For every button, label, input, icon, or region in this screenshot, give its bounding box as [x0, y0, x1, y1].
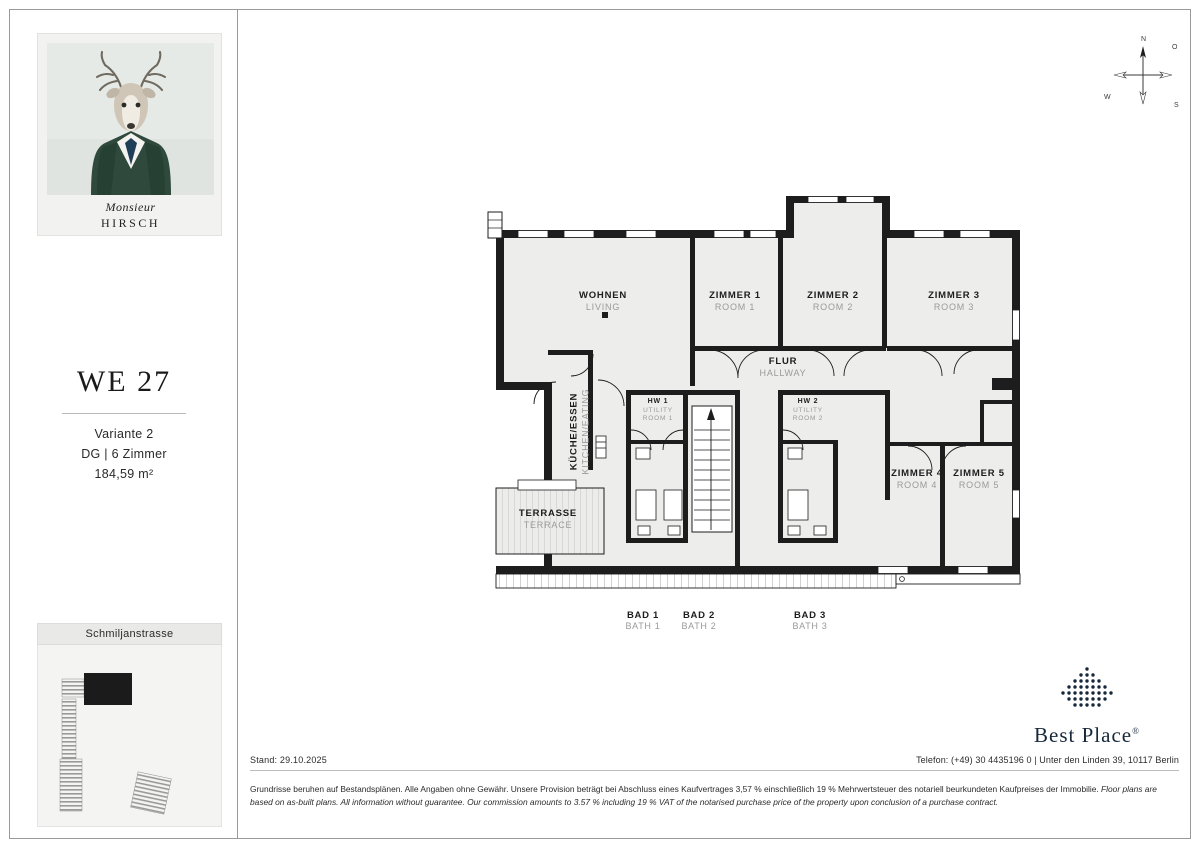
- logo-line-1: Monsieur: [105, 200, 156, 214]
- logo-card: [37, 33, 222, 236]
- logo-wordmark: [38, 200, 223, 231]
- room-label-bath-3: BAD 3 BATH 3: [792, 610, 828, 631]
- room-label-utility-2: HW 2 UTILITY ROOM 2: [792, 398, 824, 422]
- room-label-hallway: FLUR HALLWAY: [759, 356, 807, 378]
- sidebar: [10, 10, 238, 838]
- plan-date: Stand: 29.10.2025: [250, 755, 327, 765]
- unit-title: WE 27: [76, 365, 172, 398]
- disclaimer-en: Floor plans are based on as-built plans. All information without guarantee. Our commission amounts to 3.57 % including 19 % VAT of the notarised purchase price of the property upon conclusion of a purchase contract.: [250, 784, 1157, 807]
- floorplan-drawing: [478, 190, 1038, 650]
- room-label-bath-1: BAD 1 BATH 1: [625, 610, 661, 631]
- footer-divider: [250, 770, 1179, 771]
- site-plan-map: [37, 645, 222, 827]
- disclaimer-de: Grundrisse beruhen auf Bestandsplänen. Alle Angaben ohne Gewähr. Unsere Provision beträgt bei Abschluss eines Kaufvertrages 3,57 % einschließlich 19 % Mehrwertsteuer des notariell beurkundeten Kaufpreises der Immobilie.: [250, 784, 1099, 794]
- unit-area: 184,59 m²: [94, 467, 154, 481]
- compass-label-north: N: [1141, 36, 1147, 43]
- unit-variant: Variante 2: [94, 427, 154, 441]
- disclaimer: [250, 783, 1179, 808]
- room-label-terrace: TERRASSE TERRACE: [518, 508, 578, 530]
- room-label-utility-1: HW 1 UTILITY ROOM 1: [642, 398, 674, 422]
- registered-mark: ®: [1132, 726, 1140, 736]
- divider: [62, 413, 186, 414]
- company-name: [997, 723, 1177, 748]
- compass-rose-icon: [1106, 38, 1180, 112]
- room-label-room-4: ZIMMER 4 ROOM 4: [891, 468, 943, 490]
- compass-label-south: S: [1174, 102, 1179, 109]
- compass-label-east: O: [1172, 44, 1178, 51]
- stag-portrait-icon: [47, 43, 214, 195]
- site-plan: [37, 623, 222, 827]
- room-label-kitchen-eating: KÜCHE/ESSEN KITCHEN/EATING: [568, 388, 591, 475]
- contact-line: Telefon: (+49) 30 4435196 0 | Unter den Linden 39, 10117 Berlin: [916, 755, 1179, 765]
- main-content: [238, 10, 1191, 838]
- company-name-text: Best Place: [1034, 723, 1133, 747]
- room-label-room-1: ZIMMER 1 ROOM 1: [709, 290, 761, 312]
- room-label-room-3: ZIMMER 3 ROOM 3: [928, 290, 980, 312]
- site-plan-street-label: Schmiljanstrasse: [37, 623, 222, 645]
- room-label-room-5: ZIMMER 5 ROOM 5: [953, 468, 1005, 490]
- company-logo: [997, 665, 1177, 748]
- compass-label-west: W: [1104, 94, 1111, 101]
- unit-info: [10, 365, 238, 487]
- logo-line-2: HIRSCH: [100, 216, 160, 230]
- room-label-bath-2: BAD 2 BATH 2: [681, 610, 717, 631]
- dot-triangle-icon: [1054, 665, 1120, 717]
- unit-floor-rooms: DG | 6 Zimmer: [81, 447, 167, 461]
- room-label-room-2: ZIMMER 2 ROOM 2: [807, 290, 859, 312]
- floorplan-svg: [478, 190, 1038, 650]
- room-label-living: WOHNEN LIVING: [578, 290, 628, 312]
